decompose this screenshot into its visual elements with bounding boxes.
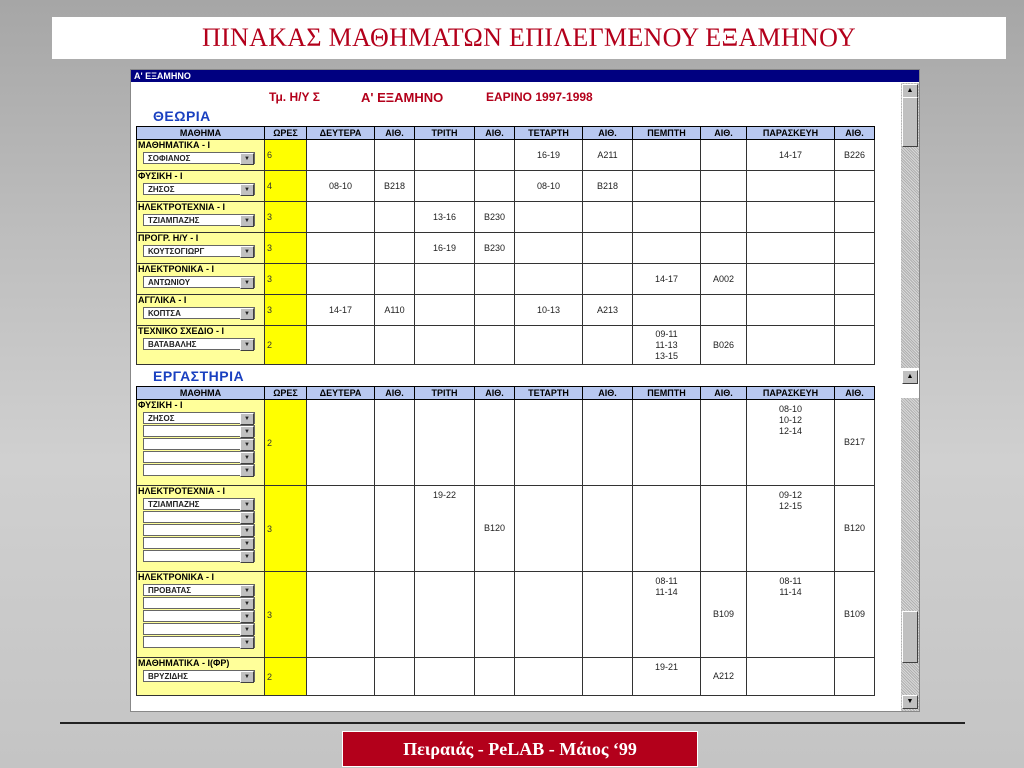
- time-cell[interactable]: 08-10: [515, 171, 583, 202]
- table-row: [137, 140, 875, 171]
- column-header: ΩΡΕΣ: [265, 127, 307, 140]
- column-header: ΑΙΘ.: [701, 127, 747, 140]
- room-cell[interactable]: [375, 326, 415, 365]
- room-cell[interactable]: [701, 233, 747, 264]
- teacher-dropdown[interactable]: [143, 623, 255, 635]
- theory-label: ΘΕΩΡΙΑ: [153, 108, 211, 124]
- time-cell[interactable]: [515, 572, 583, 658]
- hours-cell: 2: [265, 400, 307, 486]
- teacher-dropdown[interactable]: [143, 438, 255, 450]
- time-cell[interactable]: 08-11 11-14: [633, 572, 701, 658]
- column-header: ΑΙΘ.: [375, 387, 415, 400]
- room-cell[interactable]: [583, 400, 633, 486]
- time-cell[interactable]: 13-16: [415, 202, 475, 233]
- room-cell[interactable]: [701, 400, 747, 486]
- room-cell[interactable]: Β218: [583, 171, 633, 202]
- time-cell[interactable]: [415, 326, 475, 365]
- time-cell[interactable]: 08-10 10-12 12-14: [747, 400, 835, 486]
- dropdown-arrow-icon[interactable]: ▼: [240, 184, 254, 196]
- column-header: ΑΙΘ.: [583, 387, 633, 400]
- table-row: [137, 400, 875, 486]
- column-header: ΠΕΜΠΤΗ: [633, 387, 701, 400]
- subject-name: ΗΛΕΚΤΡΟΝΙΚΑ - Ι: [138, 572, 215, 582]
- column-header: ΠΑΡΑΣΚΕΥΗ: [747, 127, 835, 140]
- time-cell[interactable]: [633, 140, 701, 171]
- time-cell[interactable]: [633, 295, 701, 326]
- scroll-thumb-top[interactable]: [902, 97, 918, 147]
- footer-label: Πειραιάς - PeLAB - Μάιος ‘99: [342, 731, 698, 767]
- teacher-dropdown[interactable]: [143, 584, 255, 596]
- time-cell[interactable]: [307, 140, 375, 171]
- subject-cell: [137, 658, 265, 696]
- room-cell[interactable]: [701, 486, 747, 572]
- time-cell[interactable]: [515, 264, 583, 295]
- dropdown-arrow-icon[interactable]: ▼: [240, 551, 254, 563]
- window-body: [131, 83, 899, 711]
- room-cell[interactable]: [583, 202, 633, 233]
- dropdown-arrow-icon[interactable]: ▼: [240, 525, 254, 537]
- subject-cell: [137, 295, 265, 326]
- time-cell[interactable]: [515, 202, 583, 233]
- dropdown-arrow-icon[interactable]: ▼: [240, 246, 254, 258]
- time-cell[interactable]: [307, 326, 375, 365]
- column-header: ΑΙΘ.: [583, 127, 633, 140]
- table-row: [137, 171, 875, 202]
- subject-name: ΤΕΧΝΙΚΟ ΣΧΕΔΙΟ - Ι: [138, 326, 224, 336]
- table-row: [137, 572, 875, 658]
- room-cell[interactable]: [375, 264, 415, 295]
- header-row: [137, 127, 875, 140]
- teacher-name: ΑΝΤΩΝΙΟΥ: [148, 278, 191, 287]
- vertical-scrollbar[interactable]: [901, 83, 919, 711]
- column-header: ΜΑΘΗΜΑ: [137, 387, 265, 400]
- subject-name: ΦΥΣΙΚΗ - Ι: [138, 400, 183, 410]
- room-cell[interactable]: [375, 572, 415, 658]
- column-header: ΠΕΜΠΤΗ: [633, 127, 701, 140]
- subject-cell: [137, 264, 265, 295]
- dropdown-arrow-icon[interactable]: ▼: [240, 413, 254, 425]
- dropdown-arrow-icon[interactable]: ▼: [240, 512, 254, 524]
- dropdown-arrow-icon[interactable]: ▼: [240, 215, 254, 227]
- column-header: ΜΑΘΗΜΑ: [137, 127, 265, 140]
- time-cell[interactable]: [633, 233, 701, 264]
- subject-cell: [137, 233, 265, 264]
- dropdown-arrow-icon[interactable]: ▼: [240, 585, 254, 597]
- teacher-name: ΖΗΣΟΣ: [148, 185, 175, 194]
- table-row: [137, 233, 875, 264]
- room-cell[interactable]: [835, 202, 875, 233]
- time-cell[interactable]: [307, 572, 375, 658]
- teacher-name: ΤΖΙΑΜΠΑΖΗΣ: [148, 500, 200, 509]
- time-cell[interactable]: 16-19: [515, 140, 583, 171]
- room-cell[interactable]: Β218: [375, 171, 415, 202]
- teacher-dropdown[interactable]: [143, 511, 255, 523]
- theory-table: [136, 126, 875, 365]
- time-cell[interactable]: [415, 572, 475, 658]
- column-header: ΩΡΕΣ: [265, 387, 307, 400]
- column-header: ΤΕΤΑΡΤΗ: [515, 387, 583, 400]
- table-row: [137, 326, 875, 365]
- subject-name: ΗΛΕΚΤΡΟΝΙΚΑ - Ι: [138, 264, 215, 274]
- teacher-dropdown[interactable]: [143, 276, 255, 288]
- room-cell[interactable]: [701, 140, 747, 171]
- room-cell[interactable]: [835, 326, 875, 365]
- table-row: [137, 264, 875, 295]
- column-header: ΑΙΘ.: [475, 387, 515, 400]
- teacher-dropdown[interactable]: [143, 550, 255, 562]
- teacher-name: ΒΡΥΖΙΔΗΣ: [148, 672, 188, 681]
- time-cell[interactable]: [515, 400, 583, 486]
- slide-title: ΠΙΝΑΚΑΣ ΜΑΘΗΜΑΤΩΝ ΕΠΙΛΕΓΜΕΝΟΥ ΕΞΑΜΗΝΟΥ: [52, 17, 1006, 59]
- hours-cell: 2: [265, 658, 307, 696]
- teacher-dropdown[interactable]: [143, 636, 255, 648]
- dropdown-arrow-icon[interactable]: ▼: [240, 426, 254, 438]
- time-cell[interactable]: [515, 486, 583, 572]
- time-cell[interactable]: [415, 400, 475, 486]
- scroll-down-arrow-icon[interactable]: ▼: [902, 695, 918, 709]
- room-cell[interactable]: [583, 326, 633, 365]
- dropdown-arrow-icon[interactable]: ▼: [240, 624, 254, 636]
- time-cell[interactable]: 08-10: [307, 171, 375, 202]
- time-cell[interactable]: 19-21: [633, 658, 701, 696]
- teacher-dropdown[interactable]: [143, 464, 255, 476]
- time-cell[interactable]: [747, 295, 835, 326]
- table-row: [137, 486, 875, 572]
- column-header: ΠΑΡΑΣΚΕΥΗ: [747, 387, 835, 400]
- teacher-dropdown[interactable]: [143, 412, 255, 424]
- time-cell[interactable]: 09-11 11-13 13-15: [633, 326, 701, 365]
- teacher-name: ΒΑΤΑΒΑΛΗΣ: [148, 340, 197, 349]
- time-cell[interactable]: [307, 658, 375, 696]
- column-header: ΑΙΘ.: [375, 127, 415, 140]
- footer-divider: [60, 722, 965, 724]
- teacher-dropdown[interactable]: [143, 425, 255, 437]
- time-cell[interactable]: [515, 658, 583, 696]
- room-cell[interactable]: [583, 658, 633, 696]
- table-row: [137, 202, 875, 233]
- room-cell[interactable]: [835, 658, 875, 696]
- subject-name: ΠΡΟΓΡ. Η/Υ - Ι: [138, 233, 199, 243]
- subject-cell: [137, 572, 265, 658]
- time-cell[interactable]: [747, 658, 835, 696]
- time-cell[interactable]: [633, 171, 701, 202]
- schedule-header: [131, 90, 899, 108]
- room-cell[interactable]: [475, 295, 515, 326]
- hours-cell: 3: [265, 486, 307, 572]
- time-cell[interactable]: [747, 233, 835, 264]
- teacher-name: ΚΟΥΤΣΟΓΙΩΡΓ: [148, 247, 205, 256]
- room-cell[interactable]: Β109: [701, 572, 747, 658]
- hours-cell: 3: [265, 233, 307, 264]
- column-header: ΑΙΘ.: [835, 127, 875, 140]
- room-cell[interactable]: Β226: [835, 140, 875, 171]
- time-cell[interactable]: [415, 264, 475, 295]
- time-cell[interactable]: [747, 264, 835, 295]
- room-cell[interactable]: [375, 486, 415, 572]
- subject-name: ΜΑΘΗΜΑΤΙΚΑ - Ι(ΦΡ): [138, 658, 230, 668]
- teacher-name: ΤΖΙΑΜΠΑΖΗΣ: [148, 216, 200, 225]
- room-cell[interactable]: Α212: [701, 658, 747, 696]
- dropdown-arrow-icon[interactable]: ▼: [240, 465, 254, 477]
- column-header: ΑΙΘ.: [835, 387, 875, 400]
- window-title: Α' ΕΞΑΜΗΝΟ: [131, 70, 919, 82]
- time-cell[interactable]: [747, 326, 835, 365]
- teacher-dropdown[interactable]: [143, 670, 255, 682]
- room-cell[interactable]: [583, 264, 633, 295]
- room-cell[interactable]: Β120: [475, 486, 515, 572]
- time-cell[interactable]: 09-12 12-15: [747, 486, 835, 572]
- room-cell[interactable]: [701, 202, 747, 233]
- room-cell[interactable]: [583, 572, 633, 658]
- header-row: [137, 387, 875, 400]
- room-cell[interactable]: [375, 202, 415, 233]
- room-cell[interactable]: [375, 400, 415, 486]
- dropdown-arrow-icon[interactable]: ▼: [240, 277, 254, 289]
- room-cell[interactable]: [375, 140, 415, 171]
- time-cell[interactable]: [415, 658, 475, 696]
- hours-cell: 3: [265, 572, 307, 658]
- room-cell[interactable]: [835, 295, 875, 326]
- teacher-dropdown[interactable]: [143, 451, 255, 463]
- teacher-dropdown[interactable]: [143, 338, 255, 350]
- time-cell[interactable]: 14-17: [307, 295, 375, 326]
- room-cell[interactable]: [583, 233, 633, 264]
- teacher-name: ΚΟΠΤΣΑ: [148, 309, 181, 318]
- subject-cell: [137, 202, 265, 233]
- room-cell[interactable]: Α213: [583, 295, 633, 326]
- time-cell[interactable]: [515, 233, 583, 264]
- time-cell[interactable]: [633, 486, 701, 572]
- room-cell[interactable]: [375, 233, 415, 264]
- dropdown-arrow-icon[interactable]: ▼: [240, 339, 254, 351]
- teacher-dropdown[interactable]: [143, 183, 255, 195]
- subject-cell: [137, 486, 265, 572]
- teacher-dropdown[interactable]: [143, 307, 255, 319]
- teacher-dropdown[interactable]: [143, 214, 255, 226]
- time-cell[interactable]: 19-22: [415, 486, 475, 572]
- subject-cell: [137, 400, 265, 486]
- hours-cell: 3: [265, 202, 307, 233]
- time-cell[interactable]: [415, 171, 475, 202]
- scroll-thumb-bottom[interactable]: [902, 611, 918, 663]
- teacher-dropdown[interactable]: [143, 610, 255, 622]
- time-cell[interactable]: 10-13: [515, 295, 583, 326]
- subject-name: ΑΓΓΛΙΚΑ - Ι: [138, 295, 187, 305]
- subject-cell: [137, 140, 265, 171]
- time-cell[interactable]: [747, 202, 835, 233]
- time-cell[interactable]: 16-19: [415, 233, 475, 264]
- labs-label: ΕΡΓΑΣΤΗΡΙΑ: [153, 368, 245, 384]
- room-cell[interactable]: Β230: [475, 202, 515, 233]
- subject-name: ΗΛΕΚΤΡΟΤΕΧΝΙΑ - Ι: [138, 486, 226, 496]
- teacher-name: ΖΗΣΟΣ: [148, 414, 175, 423]
- time-cell[interactable]: [415, 140, 475, 171]
- dropdown-arrow-icon[interactable]: ▼: [240, 153, 254, 165]
- dropdown-arrow-icon[interactable]: ▼: [240, 611, 254, 623]
- column-header: ΑΙΘ.: [475, 127, 515, 140]
- dropdown-arrow-icon[interactable]: ▼: [240, 538, 254, 550]
- room-cell[interactable]: [475, 326, 515, 365]
- teacher-dropdown[interactable]: [143, 537, 255, 549]
- subject-name: ΜΑΘΗΜΑΤΙΚΑ - Ι: [138, 140, 210, 150]
- column-header: ΔΕΥΤΕΡΑ: [307, 127, 375, 140]
- dropdown-arrow-icon[interactable]: ▼: [240, 308, 254, 320]
- room-cell[interactable]: Α211: [583, 140, 633, 171]
- time-cell[interactable]: [633, 400, 701, 486]
- dropdown-arrow-icon[interactable]: ▼: [240, 637, 254, 649]
- room-cell[interactable]: [475, 140, 515, 171]
- subject-name: ΗΛΕΚΤΡΟΤΕΧΝΙΑ - Ι: [138, 202, 226, 212]
- room-cell[interactable]: Β120: [835, 486, 875, 572]
- room-cell[interactable]: [475, 658, 515, 696]
- table-row: [137, 658, 875, 696]
- room-cell[interactable]: Α110: [375, 295, 415, 326]
- semester-label: Α' ΕΞΑΜΗΝΟ: [361, 90, 444, 105]
- room-cell[interactable]: [475, 400, 515, 486]
- time-cell[interactable]: [307, 400, 375, 486]
- subject-name: ΦΥΣΙΚΗ - Ι: [138, 171, 183, 181]
- subject-cell: [137, 326, 265, 365]
- room-cell[interactable]: [835, 264, 875, 295]
- teacher-name: ΠΡΟΒΑΤΑΣ: [148, 586, 192, 595]
- column-header: ΤΕΤΑΡΤΗ: [515, 127, 583, 140]
- room-cell[interactable]: [475, 264, 515, 295]
- room-cell[interactable]: [475, 171, 515, 202]
- teacher-dropdown[interactable]: [143, 524, 255, 536]
- room-cell[interactable]: Β217: [835, 400, 875, 486]
- hours-cell: 2: [265, 326, 307, 365]
- room-cell[interactable]: [475, 572, 515, 658]
- hours-cell: 3: [265, 295, 307, 326]
- dropdown-arrow-icon[interactable]: ▼: [240, 439, 254, 451]
- room-cell[interactable]: [375, 658, 415, 696]
- hours-cell: 4: [265, 171, 307, 202]
- time-cell[interactable]: [415, 295, 475, 326]
- dropdown-arrow-icon[interactable]: ▼: [240, 499, 254, 511]
- teacher-dropdown[interactable]: [143, 498, 255, 510]
- hours-cell: 6: [265, 140, 307, 171]
- room-cell[interactable]: Α002: [701, 264, 747, 295]
- dropdown-arrow-icon[interactable]: ▼: [240, 452, 254, 464]
- time-cell[interactable]: 14-17: [633, 264, 701, 295]
- time-cell[interactable]: [307, 202, 375, 233]
- room-cell[interactable]: [701, 171, 747, 202]
- teacher-dropdown[interactable]: [143, 245, 255, 257]
- column-header: ΔΕΥΤΕΡΑ: [307, 387, 375, 400]
- time-cell[interactable]: [747, 171, 835, 202]
- dept-label: Τμ. Η/Υ Σ: [269, 90, 320, 104]
- time-cell[interactable]: [515, 326, 583, 365]
- time-cell[interactable]: [307, 233, 375, 264]
- time-cell[interactable]: 14-17: [747, 140, 835, 171]
- subject-cell: [137, 171, 265, 202]
- time-cell[interactable]: [307, 486, 375, 572]
- room-cell[interactable]: Β026: [701, 326, 747, 365]
- time-cell[interactable]: [307, 264, 375, 295]
- scroll-up-arrow-icon[interactable]: ▲: [902, 84, 918, 98]
- time-cell[interactable]: [633, 202, 701, 233]
- labs-table: [136, 386, 875, 696]
- teacher-dropdown[interactable]: [143, 597, 255, 609]
- room-cell[interactable]: [583, 486, 633, 572]
- teacher-name: ΣΟΦΙΑΝΟΣ: [148, 154, 191, 163]
- scroll-up-arrow-icon-2[interactable]: ▲: [902, 370, 918, 384]
- column-header: ΤΡΙΤΗ: [415, 387, 475, 400]
- room-cell[interactable]: [835, 171, 875, 202]
- column-header: ΤΡΙΤΗ: [415, 127, 475, 140]
- room-cell[interactable]: Β109: [835, 572, 875, 658]
- room-cell[interactable]: [835, 233, 875, 264]
- teacher-dropdown[interactable]: [143, 152, 255, 164]
- dropdown-arrow-icon[interactable]: ▼: [240, 598, 254, 610]
- room-cell[interactable]: [701, 295, 747, 326]
- dropdown-arrow-icon[interactable]: ▼: [240, 671, 254, 683]
- hours-cell: 3: [265, 264, 307, 295]
- table-row: [137, 295, 875, 326]
- column-header: ΑΙΘ.: [701, 387, 747, 400]
- schedule-window: [130, 69, 920, 712]
- room-cell[interactable]: Β230: [475, 233, 515, 264]
- term-label: ΕΑΡΙΝΟ 1997-1998: [486, 90, 593, 104]
- time-cell[interactable]: 08-11 11-14: [747, 572, 835, 658]
